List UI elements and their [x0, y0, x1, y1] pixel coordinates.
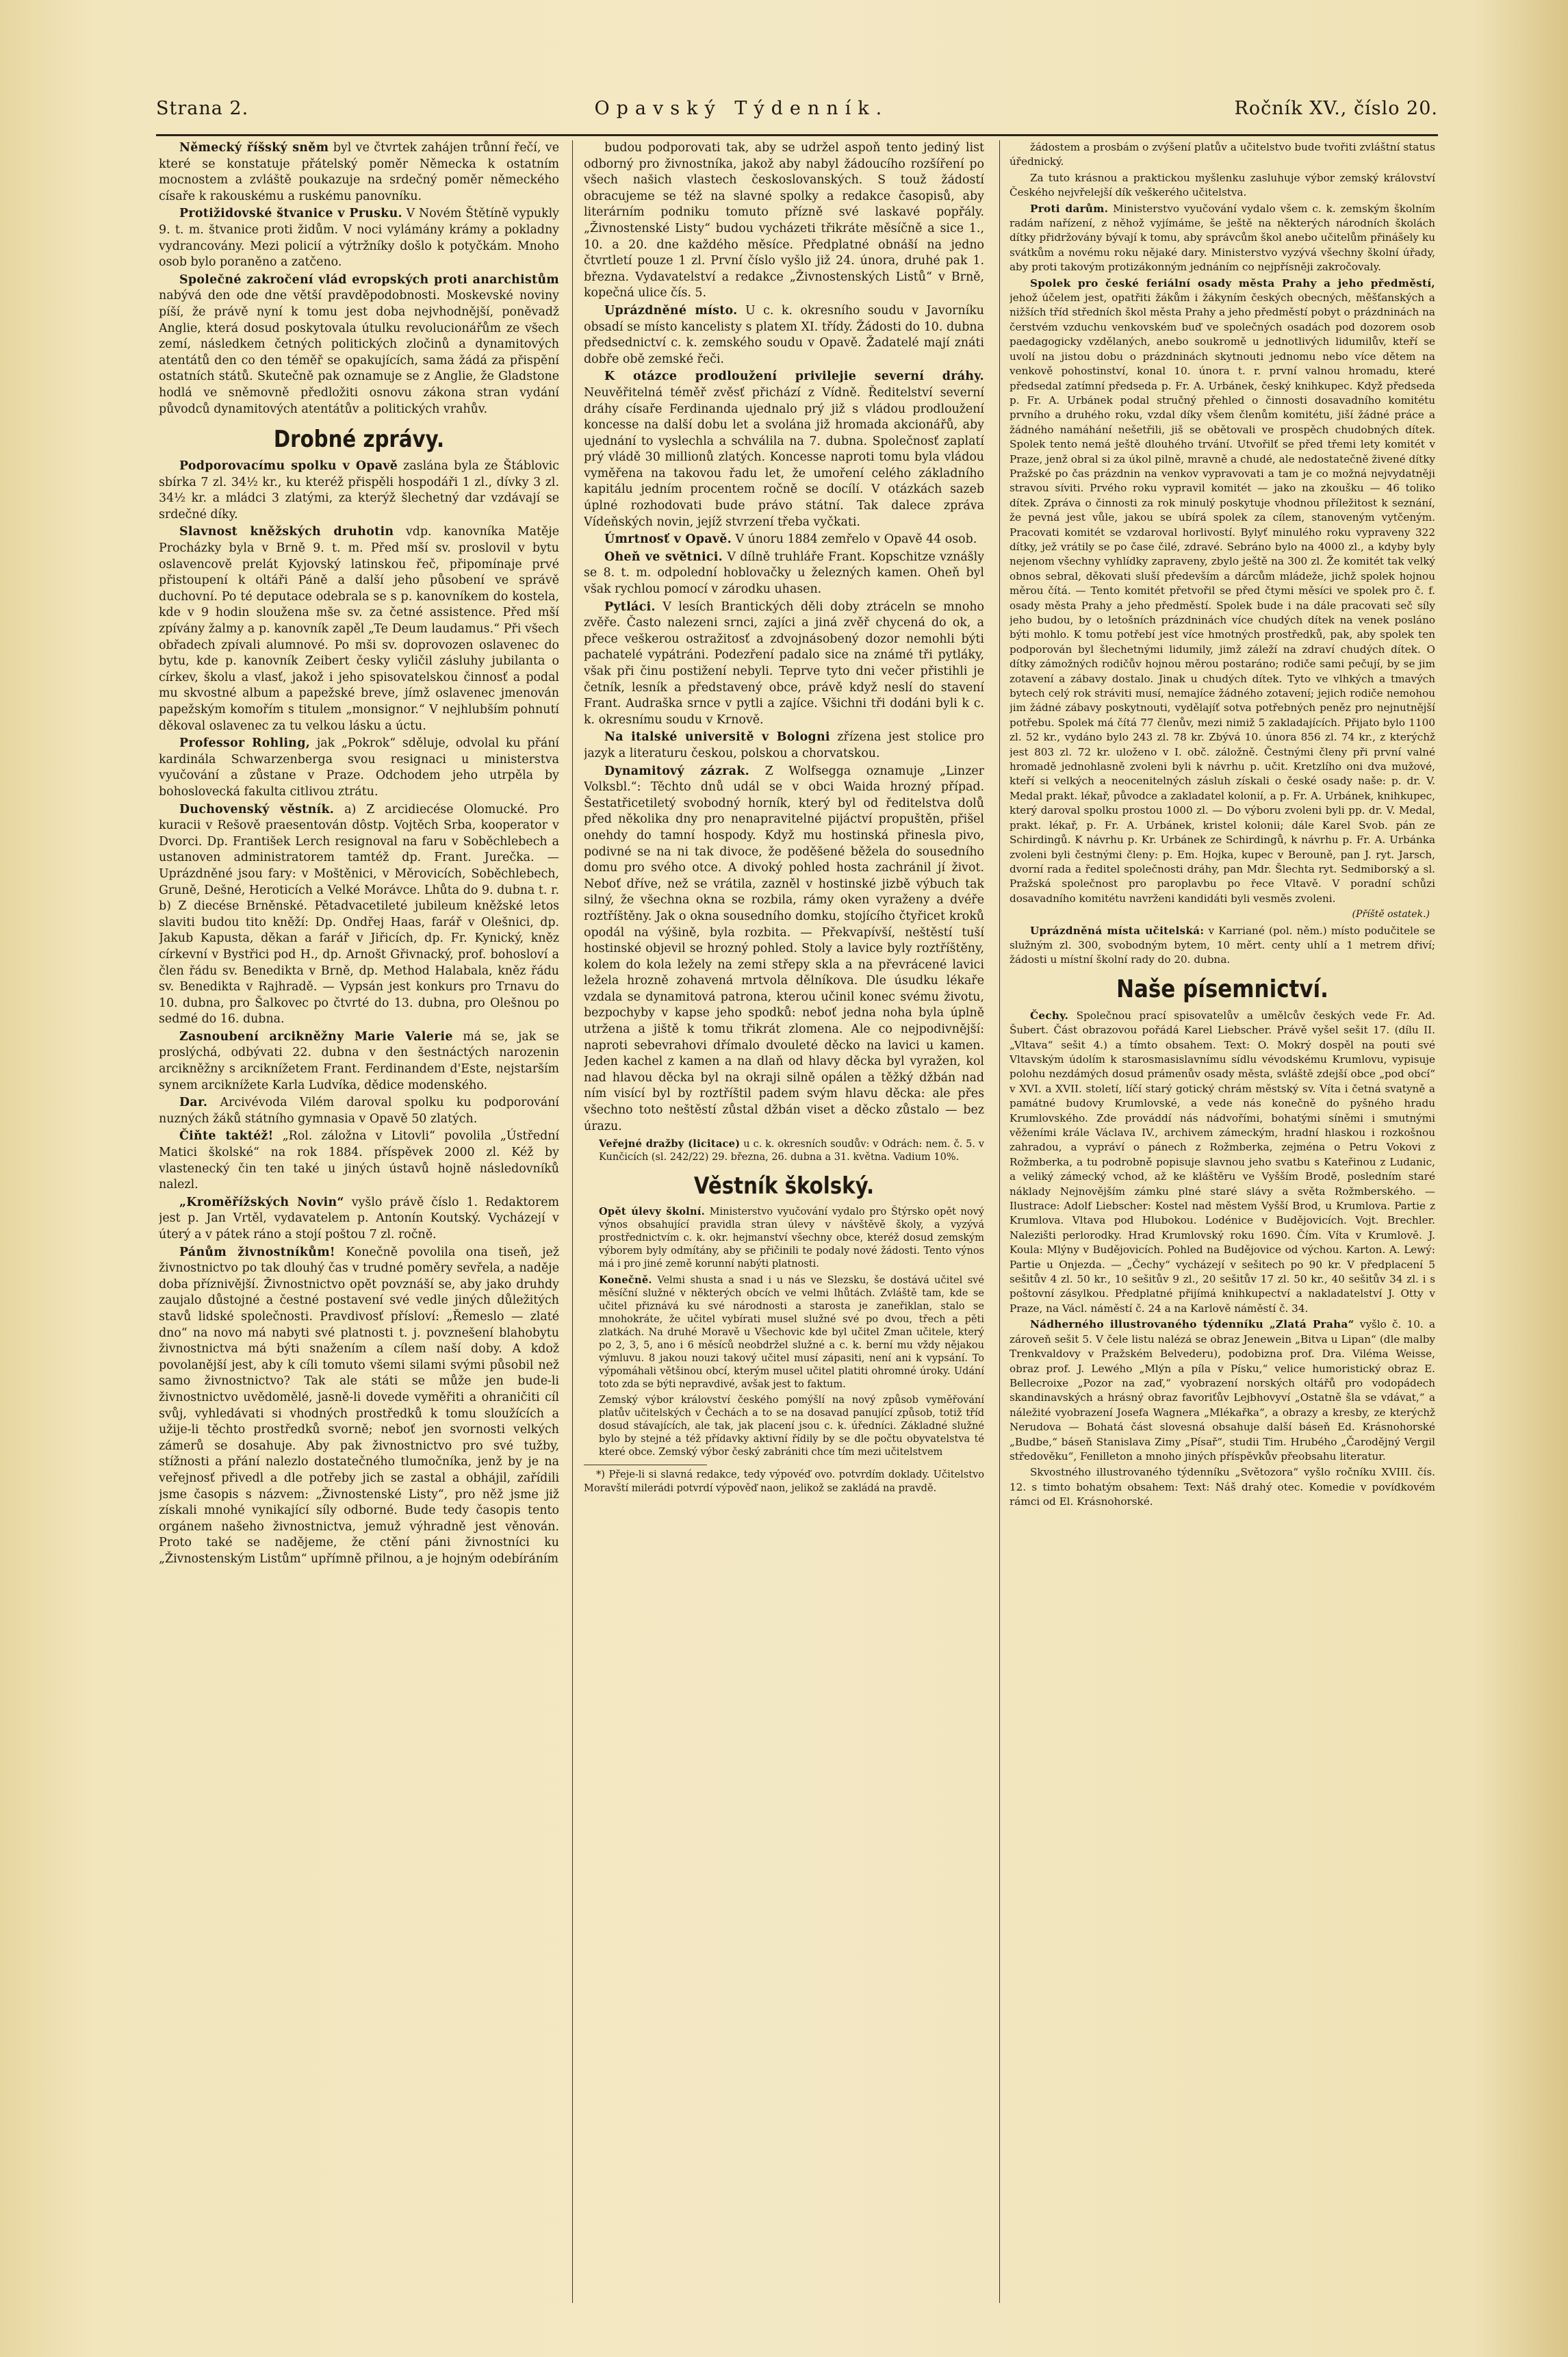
article-paragraph: [1010, 1317, 1435, 1464]
column-2: [584, 140, 984, 2303]
section-heading: Věstník školský.: [693, 1172, 875, 1200]
article-text: a) Z arcidiecése Olomucké. Pro kuracii v Rešově praesentován dôstp. Vojtěch Srba, kooperator v Dvorci. Dp. František Lerch resignoval na faru v Soběchlebech a ustanoven administratorem tamtéž dp. Frant. Jurečka. — Uprázdněné jsou fary: v Moštěnici, v Měrovicích, Soběchlebech, Gruně, Dešné, Heroticích a Velké Morávce. Lhůta do 9. dubna t. r. b) Z diecése Brněnské. Pětadvacetileté jubileum kněžské letos slaviti budou tito kněží: Dp. Ondřej Haas, farář v Olešnici, dp. Jakub Kapusta, děkan a farář v Jiřicích, dp. Fr. Kynický, kněz církevní v Bystřici pod H., dp. Arnošt Gřivnacký, prof. bohosloví a člen řádu sv. Benedikta v Brně, dp. Method Halabala, kněz řádu sv. Benedikta v Rajhradě. — Vypsán jest konkurs pro Trnavu do 10. dubna, pro Šalkovec po čtvrté do 13. dubna, pro Olešnou po sedmé do 16. dubna.: [159, 802, 559, 1027]
article-lead: Na italské universitě v Bologni: [604, 730, 830, 745]
article-paragraph: [1010, 924, 1435, 968]
article-lead: Konečně.: [599, 1274, 652, 1287]
article-lead: Spolek pro české feriální osady města Prahy a jeho předměstí,: [1030, 276, 1435, 289]
article-text: Ministerstvo vyučování vydalo pro Štýrsko opět nový výnos obsahující pravidla stran úlevy v návštěvě školy, a vyzývá prostřednictvím c. k. okr. hejmanství všechny obce, kteréž dosud zemským výborem byly odmítány, aby se přičinili te podaly nové žádosti. Tento výnos má i pro jiné země korunní nabýti platnosti.: [599, 1207, 984, 1270]
article-text: Neuvěřitelná téměř zvěsť přichází z Vídně. Ředitelství severní dráhy císaře Ferdinanda ujednalo prý již s vládou prodloužení koncesse na další dobu let a svolána již hromada akcionářů, aby ujednání to vyslechla a schválila na 7. dubna. Společnosť zaplatí prý vládě 30 millionů zlatých. Koncesse naproti tomu byla vládou vyměřena na takovou řadu let, že umoření celého základního kapitálu jedním procentem ročně se docílí. V otázkách sazeb úplné rozhodovati bude právo státní. Tak dalece zpráva Vídeňských novin, jejíž stvrzení třeba vyčkati.: [584, 385, 984, 529]
article-text: zaslána byla ze Štáblovic sbírka 7 zl. 34½ kr., ku kteréž přispěli hospodáři 1 zl., dívky 3 zl. 34½ kr. a mládci 3 zlatými, za kterýž šlechetný dar vzdávají se srdečné díky.: [159, 459, 559, 521]
article-lead: Dar.: [179, 1096, 208, 1110]
article-lead: Opět úlevy školní.: [599, 1206, 705, 1218]
article-lead: Proti darům.: [1030, 202, 1109, 215]
article-paragraph: [584, 140, 984, 302]
article-text: vyšlo právě číslo 1. Redaktorem jest p. Jan Vrtěl, vydavatelem p. Antonín Koutský. Vycházejí v úterý a v pátek ráno a stojí poštou 7 zl. ročně.: [159, 1195, 559, 1241]
article-paragraph: [159, 1245, 559, 1568]
article-paragraph: [584, 369, 984, 530]
article-lead: „Kroměřížských Novin“: [179, 1195, 344, 1209]
article-text: nabývá den ode dne větší pravděpodobnosti. Moskevské noviny píší, že právě nyní k tomu jest doba nejvhodnější, poněvadž Anglie, která dosud poskytovala útulku revolucionářům ze všech zemí, následkem četných politických zločinů a dynamitových atentátů den co den téměř se opakujících, sama žádá za přispění ostatních států. Skutečně pak oznamuje se z Anglie, že Gladstone hodlá ve sněmovně předložiti osnovu zákona stran vydání původců dynamitových atentátův a politických vrahův.: [159, 289, 559, 416]
article-text: *) Přeje-li si slavná redakce, tedy výpovéď ovo. potvrdím doklady. Učitelstvo Moravští milerádi potvrdí výpověď naon, jelikož se zakládá na pravdě.: [584, 1469, 984, 1495]
article-text: v Karriané (pol. něm.) místo podučitele se služným zl. 300, svobodným bytem, 10 měrt. centy uhlí a 1 metrem dřiví; žádosti u místní školní rady do 20. dubna.: [1010, 924, 1435, 966]
article-text: Arcivévoda Vilém daroval spolku ku podporování nuzných žáků státního gymnasia v Opavě 50 zlatých.: [159, 1096, 559, 1126]
article-paragraph: [1010, 1465, 1435, 1509]
page-header: [156, 88, 1438, 129]
article-text: jak „Pokrok“ sděluje, odvolal ku přání kardinála Schwarzenberga svou resignaci u ministerstva vyučování a zůstane v Praze. Odchodem jeho utrpěla by bohoslovecká fakulta citlivou ztrátu.: [159, 736, 559, 799]
article-paragraph: [1010, 276, 1435, 906]
article-text: V lesích Brantických děli doby ztráceln se mnoho zvěře. Často nalezeni srnci, zajíci a jiná zvěř chycená do ok, a přece veškerou ostražitosť a zdvojnásobený dozor nemohli býti pachatelé vypátráni. Podezření padalo sice na známé tři pytláky, však při činu postižení nebyli. Teprve tyto dni večer přistihli je četník, lesník a představený obce, právě když neslí do stavení Frant. Audraška srnce v pytli a zajíce. Všichni tři dodáni byli k c. k. okresnímu soudu v Krnově.: [584, 600, 984, 727]
article-text: Konečně povolila ona tiseň, jež živnostnictvo po tak dlouhý čas v trudné poměry sevřela, a naděje doba příznivější. Živnostnictvo opět povznáší se, aby jako druhdy zaujalo důstojné a čestné postavení své vedle jiných důležitých stavů lidské společnosti. Pravdivosť přísloví: „Řemeslo — zlaté dno“ na novo má nabyti své platnosti t. j. povznešení blahobytu živnostnictva má býti snažením a cílem naší doby. A kdož povolanější jest, aby k cíli tomuto všemi silami svými působil než samo živnostnictvo? Tak ale státi se může jen bude-li živnostnictvo uvědomělé, jasně-li dovede vyměřiti a ohraničiti cíl svůj, vyhledávati si vhodných prostředků k tomu sloužících a užije-li těchto prostředků svorně; neboť jen svornosti velkých zámerů se dosahuje. Aby pak živnostnictvo pro své tužby, stížnosti a přání nalezlo dostatečného tlumočníka, jenž by je na veřejnosť přivedl a dle potřeby jich se zastal a obhájil, zařídili jsme časopis s názvem: „Živnostenské Listy“, pro něž jsme již získali mnohé vynikající síly odborné. Bude tedy časopis tento orgánem našeho živnostnictva, jemuž výhradně jest věnován. Proto také se nadějeme, že ctění páni živnostníci ku „Živnostenským Listům“ upřímně přilnou, a je hojným odebíráním: [159, 1245, 559, 1566]
article-text: V dílně truhláře Frant. Kopschitze vznášly se 8. t. m. odpolední hoblovačky u železných kamen. Oheň byl však rychlou pomocí v zárodku uhasen.: [584, 550, 984, 597]
article-lead: Pytláci.: [604, 600, 656, 614]
column-1: [159, 140, 559, 2303]
article-text: „Rol. záložna v Litovli“ povolila „Ústřední Matici školské“ na rok 1884. příspěvek 2000 zl. Kéž by vlastenecký čin ten také u jiných ústavů hojně následovníků nalezl.: [159, 1129, 559, 1192]
article-paragraph: [584, 532, 984, 548]
article-lead: Úmrtnosť v Opavě.: [604, 532, 732, 547]
article-text: byl ve čtvrtek zahájen trůnní řečí, ve které se konstatuje přátelský poměr Německa k ostatním mocnostem a zvláště poukazuje na srdečný poměr německého císaře k rakouskému a ruskému panovníku.: [159, 141, 559, 203]
article-paragraph: [159, 524, 559, 734]
column-divider: [999, 140, 1000, 2303]
section-heading: Naše písemnictví.: [1116, 975, 1328, 1003]
article-text: má se, jak se proslýchá, odbývati 22. dubna v den šestnáctých narozenin arcikněžny s arciknížetem Frant. Ferdinandem d'Este, nejstarším synem arciknížete Karla Ludvíka, dědice modenského.: [159, 1029, 559, 1092]
article-text: vyšlo č. 10. a zároveň sešit 5. V čele listu nalézá se obraz Jenewein „Bitva u Lipan“ (dle malby Trenkvaldovy v Pražském Belvederu), podobizna prof. Dra. Viléma Weisse, obraz prof. J. Lewého „Mlýn a píla v Písku,“ velice humoristický obraz E. Bellecroixe „Pozor na zaď,“ vyobrazení norských oltářů pro vodopádech skandinavských a hrásný obraz favoriťův Lejbhovyví „Ostatně šla se vdávat,“ a náležité vyobrazení Josefa Wagnera „Mlékařka“, a obrazy a kresby, ze kterýchž Nerudova — Bohatá část slovesná obsahuje další báseň Ed. Krásnohorské „Budbe,“ báseň Stanislava Zimy „Písař“, studii Tim. Hrubého „Čarodějný Vergil středověku“, Fenilleton a mnoho jiných příspěvkův přeobsahu literatur.: [1010, 1318, 1435, 1463]
article-lead: Německý říšský sněm: [179, 141, 329, 155]
article-paragraph: [159, 206, 559, 270]
article-lead: K otázce prodloužení privilejie severní dráhy.: [604, 370, 984, 384]
masthead-title: Opavský Týdenník.: [594, 97, 889, 119]
article-paragraph: [599, 1394, 984, 1459]
header-rule: [156, 134, 1438, 136]
article-lead: Duchovenský věstník.: [179, 802, 335, 816]
article-lead: Zasnoubení arcikněžny Marie Valerie: [179, 1029, 453, 1044]
article-lead: Protižidovské štvanice v Prusku.: [179, 207, 402, 221]
article-paragraph: [159, 1195, 559, 1244]
article-lead: Čiňte taktéž!: [179, 1129, 274, 1144]
article-paragraph: [584, 550, 984, 598]
article-lead: Professor Rohling,: [179, 736, 311, 751]
article-paragraph: [584, 303, 984, 368]
article-paragraph: [584, 730, 984, 762]
article-text: Skvostného illustrovaného týdenníku „Světozora“ vyšlo ročníku XVIII. čís. 12. s timto bohatým obsahem: Text: Náš drahý otec. Komedie v povídkovém rámci od El. Krásnohorské.: [1010, 1466, 1435, 1508]
section-heading: Drobné zprávy.: [273, 426, 445, 454]
article-text: Ministerstvo vyučování vydalo všem c. k. zemským školním radám nařízení, z něhož vyjímáme, še ještě na některých národních školách dítky přidržovány bývají k tomu, aby správcům škol anebo učitelům přinášely ku svátkům a novému roku nějaké dary. Ministerstvo vyzývá všechny školní úřady, aby proti takovým protizákonným jednáním co nejpřísněji zakročovaly.: [1010, 202, 1435, 274]
article-paragraph: [159, 802, 559, 1028]
article-lead: Dynamitový zázrak.: [604, 764, 749, 778]
article-text: u c. k. okresních soudův: v Odrách: nem. č. 5. v Kunčicích (sl. 242/22) 29. března, 26. dubna a 31. května. Vadium 10%.: [599, 1139, 984, 1163]
article-paragraph: [159, 1095, 559, 1127]
footnote: [584, 1468, 984, 1495]
article-lead: Společné zakročení vlád evropských proti anarchistům: [179, 272, 559, 287]
article-lead: Oheň ve světnici.: [604, 550, 723, 564]
article-text: vdp. kanovníka Matěje Procházky byla v Brně 9. t. m. Před mší sv. proslovil v bytu oslavencově prelát Kyjovský latinskou řeč, připomínaje prvé přistoupení k oltáři Páně a další jeho působení ve správě duchovní. Po té deputace odebrala se s p. kanovníkem do kostela, kde v 9 hodin sloužena mše sv. za četné assistence. Před mší zpívány žalmy a p. kanovník zapěl „Te Deum laudamus.“ Při všech obřadech zpívali alumnové. Po mši sv. doprovozen oslavenec do bytu, kde p. kanovník Zeibert česky vyličil zásluhy jubilanta o církev, školu a vlasť, jakož i jeho spisovatelskou činnosť a podal mu skvostné album a papežské breve, jímž oslavenec jmenován papežským komořím s titulem „monsignor.“ V nejhlubším pohnutí děkoval oslavenec za tu velkou lásku a úctu.: [159, 525, 559, 733]
article-text: Za tuto krásnou a praktickou myšlenku zasluhuje výbor zemský království Českého nejvřelejší dík veškerého učitelstva.: [1010, 171, 1435, 199]
article-text: Z Wolfsegga oznamuje „Linzer Volksbl.“: Těchto dnů udál se v obci Waida hrozný případ. Šestatřicetiletý svobodný horník, který byl od ředitelstva dolů před několika dny pro nenapravitelné pijáctví propuštěn, přišel onehdy do tamní hospody. Když mu hostinská přinesla pivo, podivné se na ni tak divoce, že poděšené běžela do sousedního domu pro svého otce. A divoký pohled hosta zachránil jí život. Neboť dříve, než se vrátila, zazněl v hostinské jizbě výbuch tak silný, že všechna okna se rozbila, rámy oken vyraženy a dvéře roztříštěny. Jak o okna sousedního domku, stojícího čtyřicet kroků opodál na výšině, byla rozbita. — Překvapívší, neštěstí tuší hostinské objevil se hrozný pohled. Stoly a lavice byly roztříštěny, kolem do kola ležely na zemi střepy skla a na převrácené lavici ležela hrozně zohavená mrtvola dělníkova. Dle úsudku lékaře vzdala se dynamitová patrona, kterou učinil konec svému životu, bezpochyby v kapse jeho spodků: neboť jedna noha byla úplně utržena a jiště k tomu třikrát zlomena. Ale co nejpodivnější: naproti sebevrahovi dřímalo dvouleté děcko na lavici u kamen. Jeden kachel z kamen a na dlaň od hlavy děcka byl vyražen, kol nad hlavou děcka byl na okraji silně opálen a těžký džbán nad ním visící byl by roztříštil padem svým hlavu děcka: ale přes všechno toto neštěstí zůstal džbán viset a děcko zůstalo — bez úrazu.: [584, 764, 984, 1133]
article-lead: Podporovacímu spolku v Opavě: [179, 459, 398, 474]
article-text: V Novém Štětíně vypukly 9. t. m. štvanice proti židům. V noci vylámány krámy a pokladny vydrancovány. Mezi policií a výtržníky došlo k potyčkám. Mnoho osob bylo poraněno a zatčeno.: [159, 207, 559, 270]
continuation-note: (Příště ostatek.): [1352, 909, 1430, 920]
article-lead: Čechy.: [1030, 1009, 1069, 1022]
article-text: žádostem a prosbám o zvýšení platův a učitelstvo bude tvořiti zvláštní status úřednický.: [1010, 141, 1435, 168]
article-lead: Nádherného illustrovaného týdenníku „Zlatá Praha“: [1030, 1318, 1354, 1331]
article-paragraph: [584, 764, 984, 1135]
article-text: Velmi shusta a snad i u nás ve Slezsku, še dostává učitel své měsíční služné v některých obcích ve velmi lhůtách. Zvláště tam, kde se učitel přiznává ku své národnosti a starosta je zaneřiklan, stalo se mnohokráte, že učitel vybírati musel služné své po dvou, třech a pěti zlatkách. Na druhé Moravě u Všechovic kde byl učitel Zman učitele, který po 2, 3, 5, ano i 6 měsíců neobdržel služné a c. k. berní mu vždy nějakou výmluvu. 8 jakou nouzi takový učitel musí zápasiti, není ani k vypsání. To výpomáhali většinou obcí, kterým musel učitel platiti ohromné úroky. Udání toto zda se býti nepravdivé, avšak jest to faktum.: [599, 1275, 984, 1391]
article-paragraph: [159, 140, 559, 205]
article-lead: Veřejné dražby (licitace): [599, 1138, 741, 1150]
article-paragraph: [1010, 202, 1435, 275]
article-text: zřízena jest stolice pro jazyk a literaturu českou, polskou a chorvatskou.: [584, 730, 984, 760]
article-lead: Slavnost kněžských druhotin: [179, 525, 394, 539]
article-lead: Pánům živnostníkům!: [179, 1245, 335, 1259]
column-divider: [572, 140, 573, 2303]
article-text: jehož účelem jest, opatřiti žákům i žákyním českých obecných, měšťanských a nižších tříd středních škol města Prahy a jeho předměstí pobyt o prázdninách na čerstvém vzduchu venkovském buď ve společných osadách pod dozorem osob paedagogicky vzdělaných, anebo soukromě u jednotlivých lidumilův, kteří se uvolí na jistou dobu o prázdninách skytnouti jednomu nebo více dětem na venkově pohostinství, konal 10. února t. r. první valnou hromadu, které předsedal zatímní předseda p. Fr. A. Urbánek, český knihkupec. Když předseda p. Fr. A. Urbánek podal stručný přehled o činnosti dosavadního komitétu prvního a druhého roku, vzdal díky všem členům komitétu, jiší žádné práce a žádného namáhání nešetřili, jiš se obětovali ve prospěch chudobných dítek. Spolek tento nemá ještě dlouhého trvání. Utvořilť se před třemi lety komitét v Praze, jenž obral si za úkol pilně, mravně a chudé, ale nedostatečně živené dítky Pražské po čas prázdnin na venkov vypravovati a tam je co možná nejvydatněji stravou síviti. Prvého roku vypravil komitét — jako na zkoušku — 46 toliko dítek. Zpráva o činnosti za rok minulý poskytuje vhodnou příležitost k seznání, že pevná jest vůle, jakou se ubírá spolek za cílem, stanoveným vytčeným. Pracovati komitét se vzdaroval horlivostí. Bylyť minulého roku vypraveny 322 dítky, jež vrátily se po čase čilé, zdravé. Sebráno bylo na 4000 zl., a kdyby byly nejenom všechny vyhlídky zapraveny, zbylo ještě na 300 zl. Že komitét tak velký obnos sebral, děkovati sluší především a dárcům mládeže, jichž spolek hojnou měrou čítá. — Tento komitét přetvořil se před čtymi měsíci ve spolek pro č. f. osady města Prahy a jeho předměstí. Spolek bude i na dále pracovati seč síly jeho budou, by o letošních prázdninách více chudých dítek na venek posláno býti mohlo. K tomu potřebí jest více hmotných prostředků, pak, aby spolek ten podporován byl šlechetnými lidumily, jimž záleží na zdraví chudých dítek. O dítky zámožných rodičův hojnou měrou postaráno; rodiče sami pečují, by se jim zotavení a zábavy dostalo. Jinak u chudých dítek. Tyto ve vlhkých a tmavých bytech celý rok stráviti musí, nemajíce žádného zotavení; jejich rodiče nemohou jim žádné zábavy poskytnouti, vydělajíť sotva potřebných peněz pro nejnutnější potřebu. Spolek má čítá 77 členův, mezi nimiž 5 zakladajících. Přijato bylo 1100 zl. 52 kr., vydáno bylo 243 zl. 78 kr. Zbývá 10. února 856 zl. 74 kr., z kterýchž jest 803 zl. 72 kr. uloženo v I. obč. záložně. Čestnými členy při první valné hromadě jednohlasně zvoleni byli k návrhu p. učit. Kretzlího oni dva mužové, kteří si velkých a neocenitelných zásluh získali o české osady naše: p. dr. V. Medal prakt. lékař, původce a zakladatel kolonií, a p. Fr. A. Urbánek, knihkupec, který daroval spolku prostou 1000 zl. — Do výboru zvoleni byli pp. dr. V. Medal, prakt. lékař, p. Fr. A. Urbánek, kristel kolonii; dále Karel Svob. pán ze Schirdingů. K návrhu p. Kr. Urbánek ze Schirdingů, k návrhu p. Fr. A. Urbánka zvoleni byli čestnými členy: p. Em. Hojka, kupec v Berouně, pan J. ryt. Jarsch, dvorní rada a ředitel společnosti dráhy, pan Mdr. Šlechta ryt. Sedmiborský a sl. Pražská společnost pro paroplavbu po řece Vltavě. V poradní schůzi dosavadního komitétu navrženi kandidáti byli vesměs zvoleni.: [1010, 292, 1435, 905]
article-text: U c. k. okresního soudu v Javorníku obsadí se místo kancelisty s platem XI. třídy. Žádosti do 10. dubna předsednictví c. k. zemského soudu v Opavě. Žadatelé mají znáti dobře obě zemské řeči.: [584, 303, 984, 366]
article-paragraph: [599, 1137, 984, 1164]
article-text: Společnou prací spisovatelův a umělcův českých vede Fr. Ad. Šubert. Část obrazovou pořádá Karel Liebscher. Právě vyšel sešit 17. (dílu II. „Vltava“ sešit 4.) a tímto obsahem. Text: O. Mokrý dospěl na pouti své Vltavským údolím k starosmasislavnímu sídlu vévodskému Krumlovu, vypisuje polohu nezdámých dosud prámenův osady města, svláště zdejší obce „pod obcí“ v XVI. a XVII. století, líčí starý gotický chrám městský sv. Víta i četná svatyně a památné budovy Krumlovské, a vede nás konečně do pyšného hradu Krumlovského. Zde prováddí nás nádvořími, bohatými síněmi i smutnými věženími krále Václava IV., archivem zámeckým, hradní hlaskou i rozkošnou zahradou, a vypráví o pánech z Rožmberka, zejména o Petru Vokovi z Rožmberka, a tu podrobně popisuje slavnou jeho svatbu s Kateřinou z Ludanic, a veliký zámecký vchod, až ke kláštěru ve Vyšším Brodě, posledním staré náklady Nejnovějším zámku plné staré slávy a světa Rožmberského. — Ilustrace: Adolf Liebscher: Kostel nad městem Vyšší Brod, u Krumlova. Partie z Krumlova. Vltava pod Hlubokou. Lodénice v Budějovicích. Vojt. Brechler. Nalezišti perlorodky. Hrad Krumlovský roku 1690. Čím. Víta v Krumlově. J. Koula: Mlýny v Budějovicích. Pohled na Budějovice od výchou. Karton. A. Lewý: Partie u Onjezda. — „Čechy“ vycházejí v sešitech po 90 kr. V předplacení 5 sešitův 4 zl. 50 kr., 10 sešitův 9 zl., 20 sešitův 17 zl. 50 kr., 40 sešitův 34 zl. i s poštovní zásylkou. Předplatné přijímá knihkupectví a nakladatelství J. Otty v Praze, na Václ. náměstí č. 24 a na Karlově náměstí č. 34.: [1010, 1009, 1435, 1315]
article-paragraph: [1010, 1009, 1435, 1317]
article-paragraph: [584, 600, 984, 729]
article-paragraph: [159, 1029, 559, 1094]
volume-issue: Ročník XV., číslo 20.: [1234, 97, 1438, 119]
article-paragraph: [159, 459, 559, 523]
article-paragraph: [1010, 171, 1435, 201]
column-3: [1010, 140, 1435, 2303]
article-text: budou podporovati tak, aby se udržel aspoň tento jediný list odborný pro živnostníka, jakož aby nabyl žádoucího rozšíření po všech našich vlastech českoslovanských. S touž žádostí obracujeme se též na slavné spolky a redakce časopisů, aby literárním podniku tomuto přízně své laskavé popřály. „Živnostenské Listy“ budou vycházeti třikráte měsíčně a sice 1., 10. a 20. dne každého měsíce. Předplatné obnáší na jedno čtvrtletí pouze 1 zl. První číslo vyšlo již 24. února, druhé pak 1. března. Vydavatelství a redakce „Živnostenských Listů“ v Brně, kopečná ulice čís. 5.: [584, 141, 984, 300]
article-paragraph: [599, 1205, 984, 1271]
article-paragraph: [159, 272, 559, 417]
article-lead: Uprázdněné místo.: [604, 303, 738, 318]
article-text: V únoru 1884 zemřelo v Opavě 44 osob.: [735, 532, 977, 547]
article-lead: Uprázdněná místa učitelská:: [1030, 924, 1205, 937]
article-text: Zemský výbor království českého pomýšlí na nový způsob vyměřování platův učitelských v Čechách a to se na dosavad panující způsob, totiž tříd dosud stávajících, ale tak, jak placení jsou c. k. úředníci. Základné služné bylo by stejné a též přídavky aktivní řídily by se dle počtu obyvatelstva té které obce. Zemský výbor český zabrániti chce tím mezi učitelstvem: [599, 1395, 984, 1458]
article-paragraph: [1010, 140, 1435, 170]
article-paragraph: [599, 1274, 984, 1391]
article-paragraph: [159, 736, 559, 800]
page-number: Strana 2.: [156, 97, 249, 119]
article-paragraph: [159, 1129, 559, 1193]
